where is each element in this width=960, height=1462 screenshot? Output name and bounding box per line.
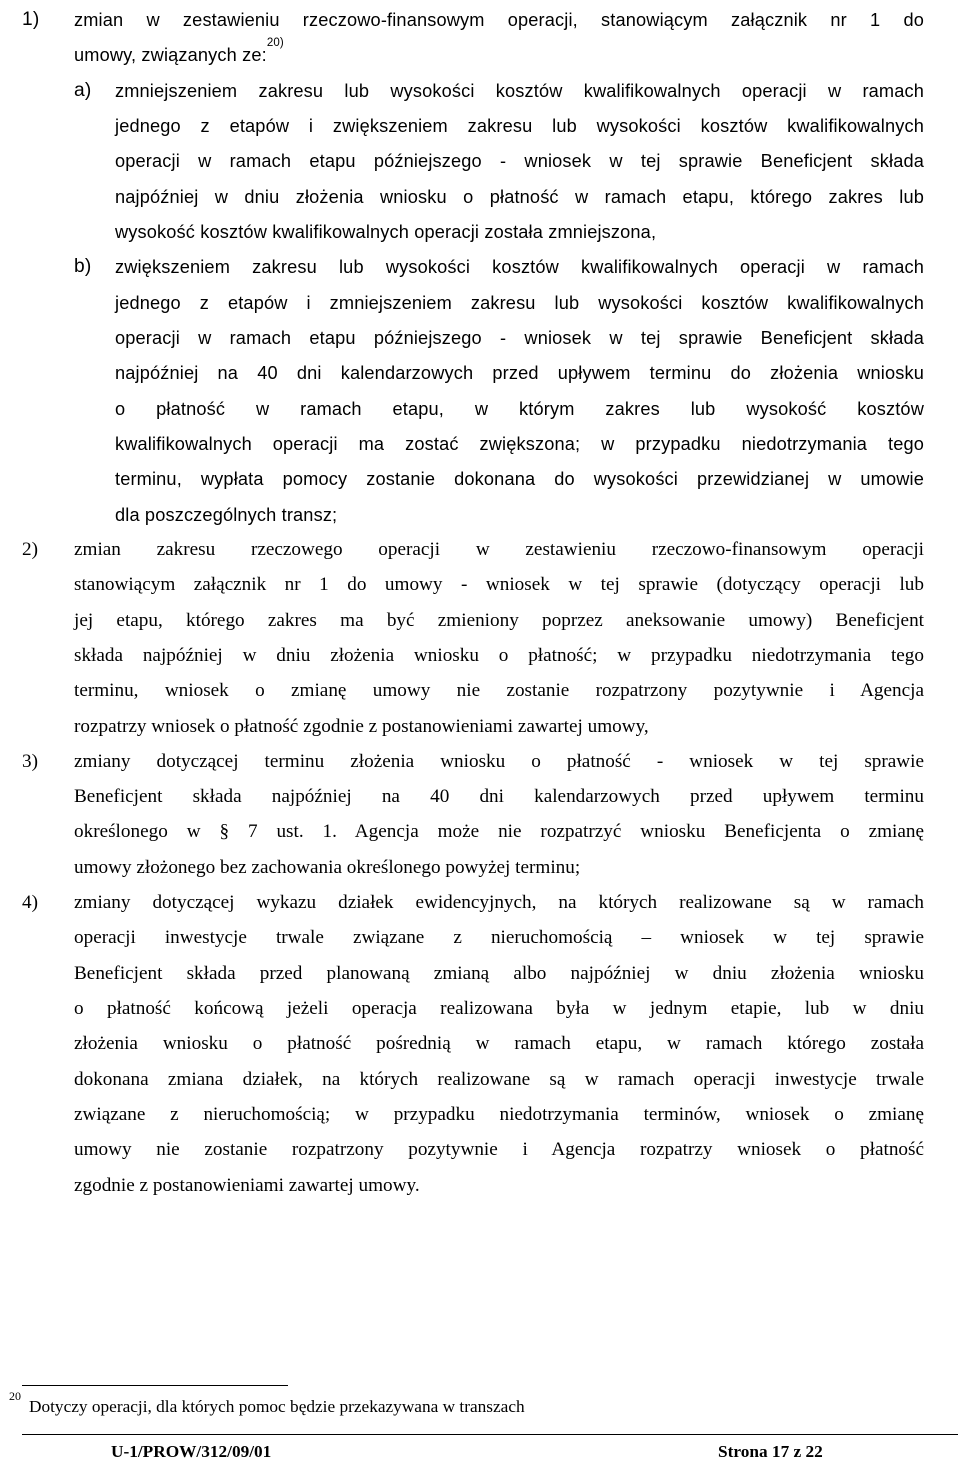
subitem-b-line-2: jednego z etapów i zmniejszeniem zakresu lub wysokości kosztów kwalifikowalnych [115, 293, 924, 313]
item-2-line-5: terminu, wniosek o zmianę umowy nie zostanie rozpatrzony pozytywnie i Agencja [74, 680, 924, 701]
subitem-b-line-6: kwalifikowalnych operacji ma zostać zwiększona; w przypadku niedotrzymania tego [115, 434, 924, 454]
item-4-line-1: zmiany dotyczącej wykazu działek ewidencyjnych, na których realizowane są w ramach [74, 892, 924, 913]
item-3-line-2: Beneficjent składa najpóźniej na 40 dni kalendarzowych przed upływem terminu [74, 786, 924, 807]
footnote-text: Dotyczy operacji, dla których pomoc będzie przekazywana w transzach [29, 1397, 525, 1416]
footnote-separator [22, 1385, 288, 1386]
item-4-line-7: związane z nieruchomością; w przypadku niedotrzymania terminów, wniosek o zmianę [74, 1104, 924, 1125]
subitem-b-line-1: zwiększeniem zakresu lub wysokości kosztów kwalifikowalnych operacji w ramach [115, 257, 924, 277]
subitem-b-marker: b) [74, 256, 92, 277]
item-2-line-3: jej etapu, którego zakres ma być zmieniony poprzez aneksowanie umowy) Beneficjent [74, 610, 924, 631]
footer-separator [22, 1434, 958, 1435]
subitem-a-line-3: operacji w ramach etapu późniejszego - wniosek w tej sprawie Beneficjent składa [115, 151, 924, 171]
item-3-marker: 3) [22, 751, 38, 772]
item-2-line-2: stanowiącym załącznik nr 1 do umowy - wniosek w tej sprawie (dotyczący operacji lub [74, 574, 924, 595]
item-4-marker: 4) [22, 892, 38, 913]
item-4-line-9: zgodnie z postanowieniami zawartej umowy. [74, 1175, 420, 1196]
item-3-line-1: zmiany dotyczącej terminu złożenia wniosku o płatność - wniosek w tej sprawie [74, 751, 924, 772]
item-1-marker: 1) [22, 9, 40, 30]
item-1-line-2-text: umowy, związanych ze: [74, 45, 267, 65]
item-3-line-3: określonego w § 7 ust. 1. Agencja może nie rozpatrzyć wniosku Beneficjenta o zmianę [74, 821, 924, 842]
document-code: U-1/PROW/312/09/01 [111, 1442, 272, 1461]
subitem-a-line-4: najpóźniej w dniu złożenia wniosku o płatność w ramach etapu, którego zakres lub [115, 187, 924, 207]
item-2-line-4: składa najpóźniej w dniu złożenia wniosku o płatność; w przypadku niedotrzymania tego [74, 645, 924, 666]
subitem-b-line-7: terminu, wypłata pomocy zostanie dokonana do wysokości przewidzianej w umowie [115, 469, 924, 489]
footnote-number: 20 [9, 1389, 21, 1403]
item-4-line-4: o płatność końcową jeżeli operacja realizowana była w jednym etapie, lub w dniu [74, 998, 924, 1019]
item-1-line-1: zmian w zestawieniu rzeczowo-finansowym operacji, stanowiącym załącznik nr 1 do [74, 10, 924, 30]
subitem-b-line-4: najpóźniej na 40 dni kalendarzowych przed upływem terminu do złożenia wniosku [115, 363, 924, 383]
subitem-b-line-5: o płatność w ramach etapu, w którym zakres lub wysokość kosztów [115, 399, 924, 419]
subitem-b-line-8: dla poszczególnych transz; [115, 505, 338, 525]
page-number: Strona 17 z 22 [718, 1442, 823, 1461]
item-2-line-6: rozpatrzy wniosek o płatność zgodnie z postanowieniami zawartej umowy, [74, 716, 649, 737]
subitem-a-line-2: jednego z etapów i zwiększeniem zakresu lub wysokości kosztów kwalifikowalnych [115, 116, 924, 136]
subitem-a-line-1: zmniejszeniem zakresu lub wysokości kosztów kwalifikowalnych operacji w ramach [115, 81, 924, 101]
item-4-line-8: umowy nie zostanie rozpatrzony pozytywnie i Agencja rozpatrzy wniosek o płatność [74, 1139, 924, 1160]
subitem-a-marker: a) [74, 80, 92, 101]
item-2-line-1: zmian zakresu rzeczowego operacji w zestawieniu rzeczowo-finansowym operacji [74, 539, 924, 560]
item-4-line-2: operacji inwestycje trwale związane z nieruchomością – wniosek w tej sprawie [74, 927, 924, 948]
item-4-line-6: dokonana zmiana działek, na których realizowane są w ramach operacji inwestycje trwale [74, 1069, 924, 1090]
subitem-b-line-3: operacji w ramach etapu późniejszego - wniosek w tej sprawie Beneficjent składa [115, 328, 924, 348]
item-1-line-2 [74, 36, 284, 66]
item-4-line-3: Beneficjent składa przed planowaną zmianą albo najpóźniej w dniu złożenia wniosku [74, 963, 924, 984]
subitem-a-line-5: wysokość kosztów kwalifikowalnych operacji została zmniejszona, [115, 222, 657, 242]
footnote-ref: 20) [266, 36, 284, 49]
item-3-line-4: umowy złożonego bez zachowania określonego powyżej terminu; [74, 857, 581, 878]
item-4-line-5: złożenia wniosku o płatność pośrednią w ramach etapu, w ramach którego została [74, 1033, 924, 1054]
item-2-marker: 2) [22, 539, 38, 560]
